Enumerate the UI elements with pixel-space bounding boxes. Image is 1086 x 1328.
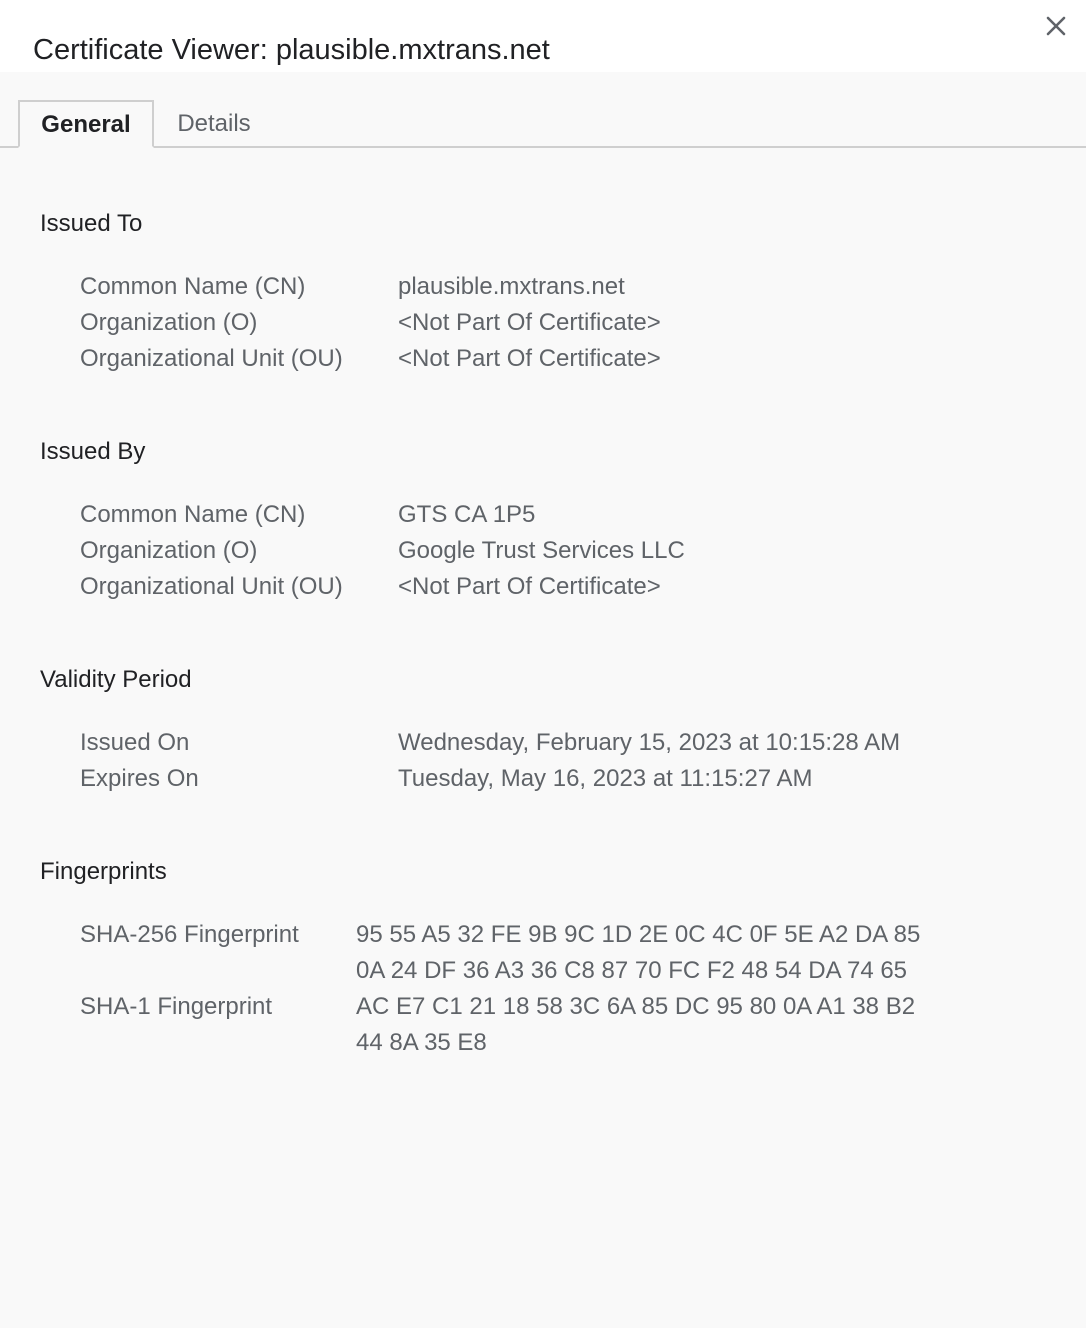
issued-to-ou-label: Organizational Unit (OU) <box>80 345 343 372</box>
close-button[interactable] <box>1040 10 1072 42</box>
dialog-title: Certificate Viewer: plausible.mxtrans.net <box>33 34 550 66</box>
issued-to-cn-label: Common Name (CN) <box>80 273 306 300</box>
issued-to-cn-value: plausible.mxtrans.net <box>398 273 625 300</box>
issued-to-o-label: Organization (O) <box>80 309 258 336</box>
issued-by-o-value: Google Trust Services LLC <box>398 537 685 564</box>
issued-by-ou-value: <Not Part Of Certificate> <box>398 573 661 600</box>
issued-by-cn-value: GTS CA 1P5 <box>398 501 536 528</box>
sha256-label: SHA-256 Fingerprint <box>80 921 299 948</box>
expires-on-value: Tuesday, May 16, 2023 at 11:15:27 AM <box>398 765 813 792</box>
fingerprints-heading: Fingerprints <box>40 858 167 885</box>
issued-by-heading: Issued By <box>40 438 146 465</box>
expires-on-label: Expires On <box>80 765 199 792</box>
sha1-value-line1: AC E7 C1 21 18 58 3C 6A 85 DC 95 80 0A A1 38 B2 <box>356 993 916 1020</box>
issued-by-cn-label: Common Name (CN) <box>80 501 306 528</box>
sha256-value-line2: 0A 24 DF 36 A3 36 C8 87 70 FC F2 48 54 DA 74 65 <box>356 957 908 984</box>
issued-to-heading: Issued To <box>40 210 143 237</box>
sha1-value-line2: 44 8A 35 E8 <box>356 1029 487 1056</box>
issued-to-o-value: <Not Part Of Certificate> <box>398 309 661 336</box>
issued-by-o-label: Organization (O) <box>80 537 258 564</box>
sha256-value-line1: 95 55 A5 32 FE 9B 9C 1D 2E 0C 4C 0F 5E A2 DA 85 <box>356 921 921 948</box>
tab-general[interactable]: General <box>18 100 154 148</box>
issued-on-label: Issued On <box>80 729 190 756</box>
close-icon <box>1040 10 1072 42</box>
sha1-label: SHA-1 Fingerprint <box>80 993 273 1020</box>
validity-heading: Validity Period <box>40 666 192 693</box>
issued-by-ou-label: Organizational Unit (OU) <box>80 573 343 600</box>
issued-to-ou-value: <Not Part Of Certificate> <box>398 345 661 372</box>
issued-on-value: Wednesday, February 15, 2023 at 10:15:28 AM <box>398 729 901 756</box>
tab-details[interactable]: Details <box>177 110 251 137</box>
